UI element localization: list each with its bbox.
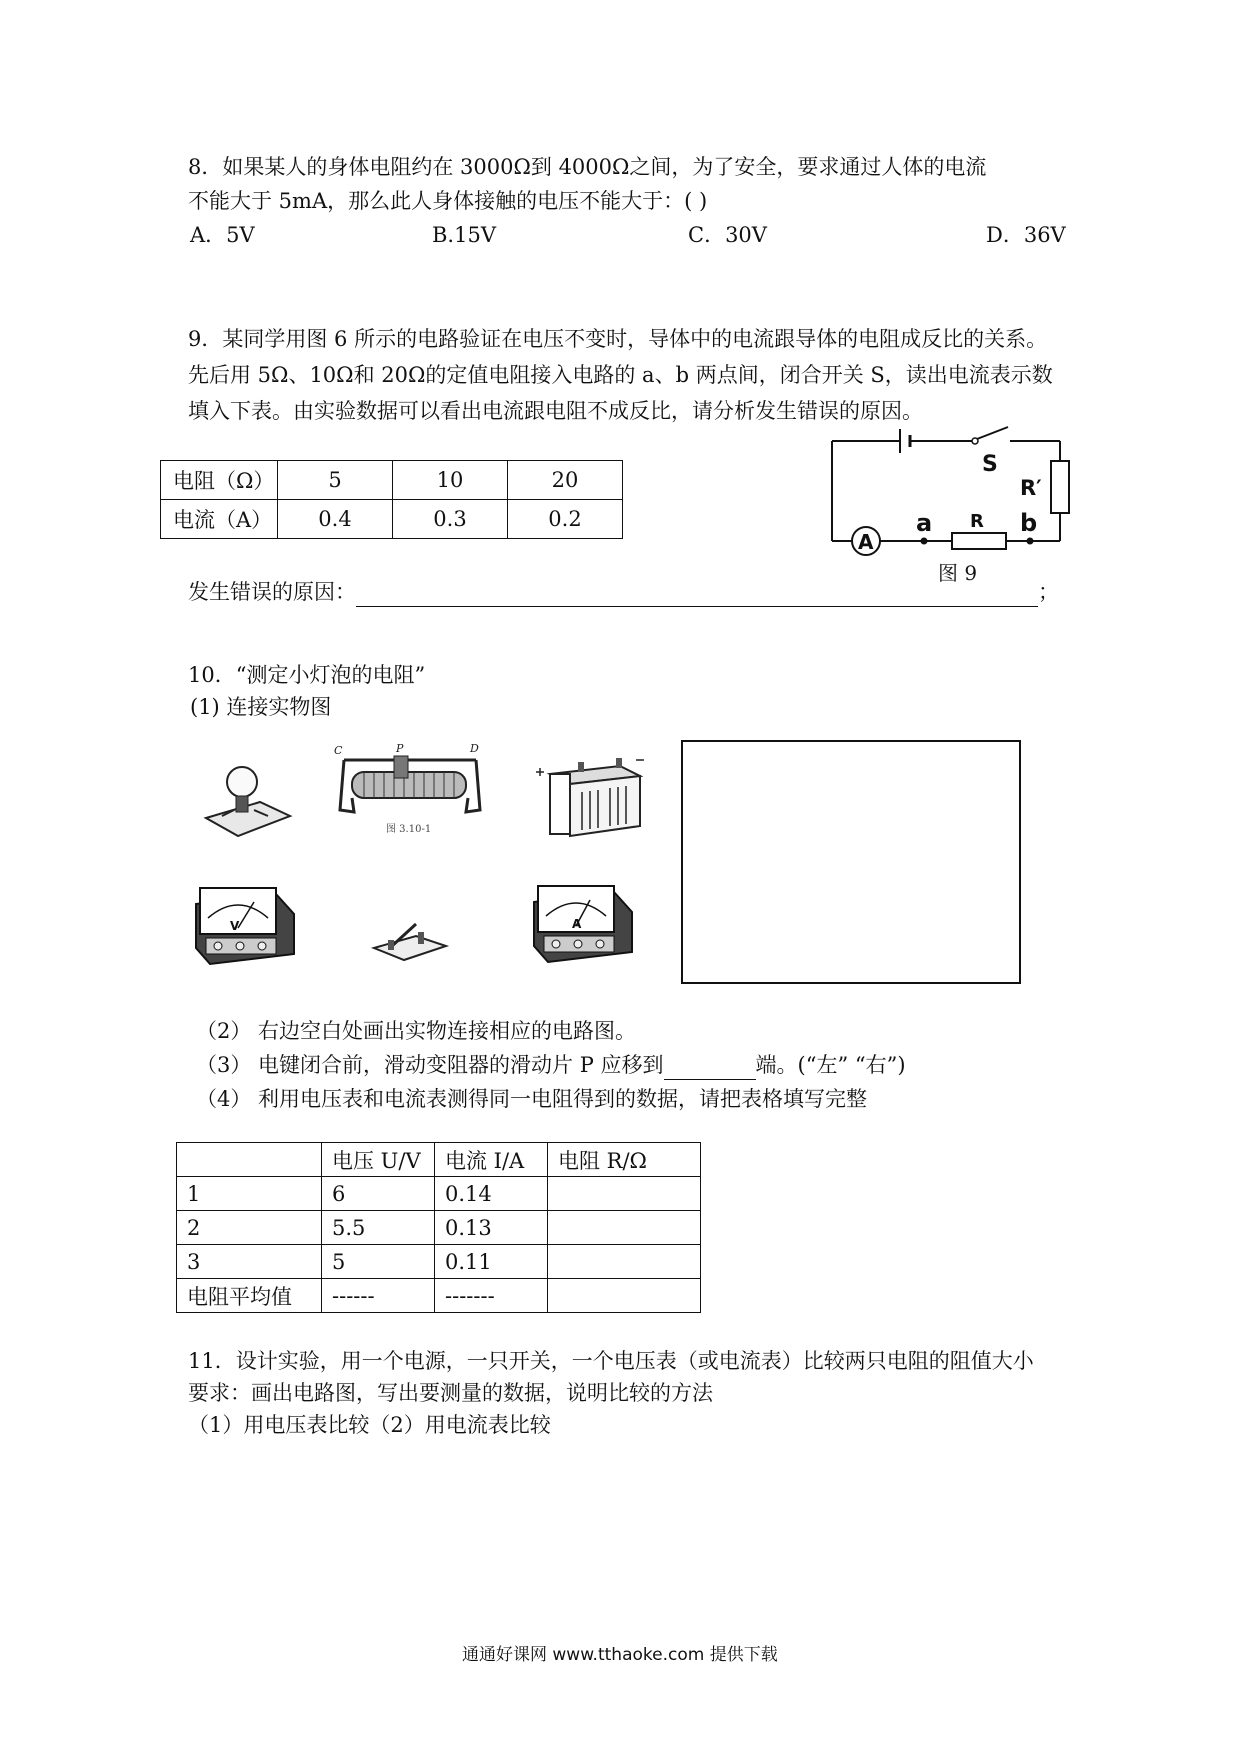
q10-sub3-blank[interactable] [664, 1055, 756, 1080]
table-cell: 10 [393, 461, 508, 500]
switch-blade [977, 427, 1008, 439]
table-row [177, 1279, 701, 1313]
q9-line3: 填入下表。由实验数据可以看出电流跟电阻不成反比，请分析发生错误的原因。 [188, 399, 923, 423]
table-cell: 2 [177, 1211, 322, 1245]
table-cell: 5 [322, 1245, 435, 1279]
q11-line3: （1）用电压表比较（2）用电流表比较 [188, 1413, 551, 1437]
table-answer-cell[interactable] [548, 1279, 701, 1313]
resistor-label: R [970, 511, 984, 532]
ammeter-apparatus-label: A [572, 917, 582, 931]
circuit-drawing-area[interactable] [681, 740, 1021, 984]
table-header-cell: 电阻 R/Ω [548, 1143, 701, 1177]
table-row [177, 1245, 701, 1279]
table-row [161, 500, 623, 539]
table-cell: 0.4 [278, 500, 393, 539]
q9-answer-prompt: 发生错误的原因： [188, 580, 356, 604]
rheostat-label: R′ [1020, 476, 1042, 500]
rheostat-terminal-d: D [470, 742, 479, 755]
q10-sub3 [196, 1050, 906, 1080]
ammeter-apparatus [528, 872, 636, 964]
table-cell: 0.3 [393, 500, 508, 539]
table-row-label: 电流（A） [161, 500, 278, 539]
q10-sub4: （4） 利用电压表和电流表测得同一电阻得到的数据，请把表格填写完整 [196, 1087, 868, 1111]
q8-option-d: D．36V [986, 223, 1066, 247]
q9-answer-blank[interactable] [356, 580, 1038, 607]
table-cell: 0.11 [435, 1245, 548, 1279]
table-cell: 6 [322, 1177, 435, 1211]
q8-line1: 8．如果某人的身体电阻约在 3000Ω到 4000Ω之间，为了安全，要求通过人体的电流 [188, 155, 987, 179]
q10-sub3-after: 端。(“左” “右”) [755, 1053, 906, 1077]
q9-line1: 9．某同学用图 6 所示的电路验证在电压不变时，导体中的电流跟导体的电阻成反比的关系。 [188, 327, 1048, 351]
q10-sub1: (1) 连接实物图 [190, 695, 332, 719]
switch-label: S [982, 452, 998, 477]
ammeter-label: A [858, 530, 874, 554]
q10-sub3-before: （3） 电键闭合前，滑动变阻器的滑动片 P 应移到 [196, 1053, 664, 1077]
page-footer: 通通好课网 www.tthaoke.com 提供下载 [462, 1645, 778, 1665]
q8-option-c: C．30V [688, 223, 767, 247]
table-cell: 电阻平均值 [177, 1279, 322, 1313]
switch-apparatus [370, 912, 450, 968]
point-a-dot [921, 538, 928, 545]
table-cell: ------ [322, 1279, 435, 1313]
bulb-icon [227, 767, 257, 797]
q8-option-b: B.15V [432, 223, 496, 247]
point-b-dot [1027, 538, 1034, 545]
table-cell: 1 [177, 1177, 322, 1211]
rheostat-slider [394, 756, 408, 778]
table-cell: 5.5 [322, 1211, 435, 1245]
table-cell: 3 [177, 1245, 322, 1279]
table-cell: 0.2 [508, 500, 623, 539]
table-row [161, 461, 623, 500]
q9-line2: 先后用 5Ω、10Ω和 20Ω的定值电阻接入电路的 a、b 两点间，闭合开关 S，读出电流表示数 [188, 363, 1053, 387]
rheostat-terminal-p: P [396, 742, 404, 755]
battery-apparatus [530, 752, 650, 844]
point-a-label: a [916, 509, 933, 537]
table-cell: 20 [508, 461, 623, 500]
voltmeter-label: V [230, 919, 240, 933]
rheostat-caption: 图 3.10-1 [386, 824, 432, 835]
table-header-cell: 电流 I/A [435, 1143, 548, 1177]
table-header-cell: 电压 U/V [322, 1143, 435, 1177]
point-b-label: b [1020, 509, 1038, 537]
q9-answer-line [188, 577, 1059, 607]
table-cell: 0.14 [435, 1177, 548, 1211]
table-header-row [177, 1143, 701, 1177]
figure-caption: 图 9 [938, 561, 978, 585]
q11-line1: 11．设计实验，用一个电源，一只开关，一个电压表（或电流表）比较两只电阻的阻值大小 [188, 1349, 1034, 1373]
q9-circuit-diagram [820, 425, 1080, 585]
table-answer-cell[interactable] [548, 1177, 701, 1211]
table-row [177, 1211, 701, 1245]
table-answer-cell[interactable] [548, 1245, 701, 1279]
table-header-cell [177, 1143, 322, 1177]
q8-option-a: A．5V [190, 223, 255, 247]
table-cell: ------- [435, 1279, 548, 1313]
table-answer-cell[interactable] [548, 1211, 701, 1245]
rheostat-coil [352, 772, 466, 798]
q9-answer-end: ； [1038, 580, 1059, 604]
q9-data-table [160, 460, 623, 539]
table-row [177, 1177, 701, 1211]
light-bulb-apparatus [198, 740, 298, 840]
rheostat-box [1051, 461, 1069, 513]
table-cell: 0.13 [435, 1211, 548, 1245]
q10-data-table [176, 1142, 701, 1313]
table-cell: 5 [278, 461, 393, 500]
q10-sub2: （2） 右边空白处画出实物连接相应的电路图。 [196, 1019, 637, 1043]
resistor-box [952, 533, 1006, 549]
q8-line2: 不能大于 5mA，那么此人身体接触的电压不能大于：( ) [188, 189, 708, 213]
table-row-label: 电阻（Ω） [161, 461, 278, 500]
q10-title: 10．“测定小灯泡的电阻” [188, 663, 426, 687]
rheostat-terminal-c: C [334, 744, 343, 757]
voltmeter-apparatus [190, 874, 298, 966]
q11-line2: 要求：画出电路图，写出要测量的数据，说明比较的方法 [188, 1381, 713, 1405]
rheostat-apparatus [330, 740, 490, 840]
